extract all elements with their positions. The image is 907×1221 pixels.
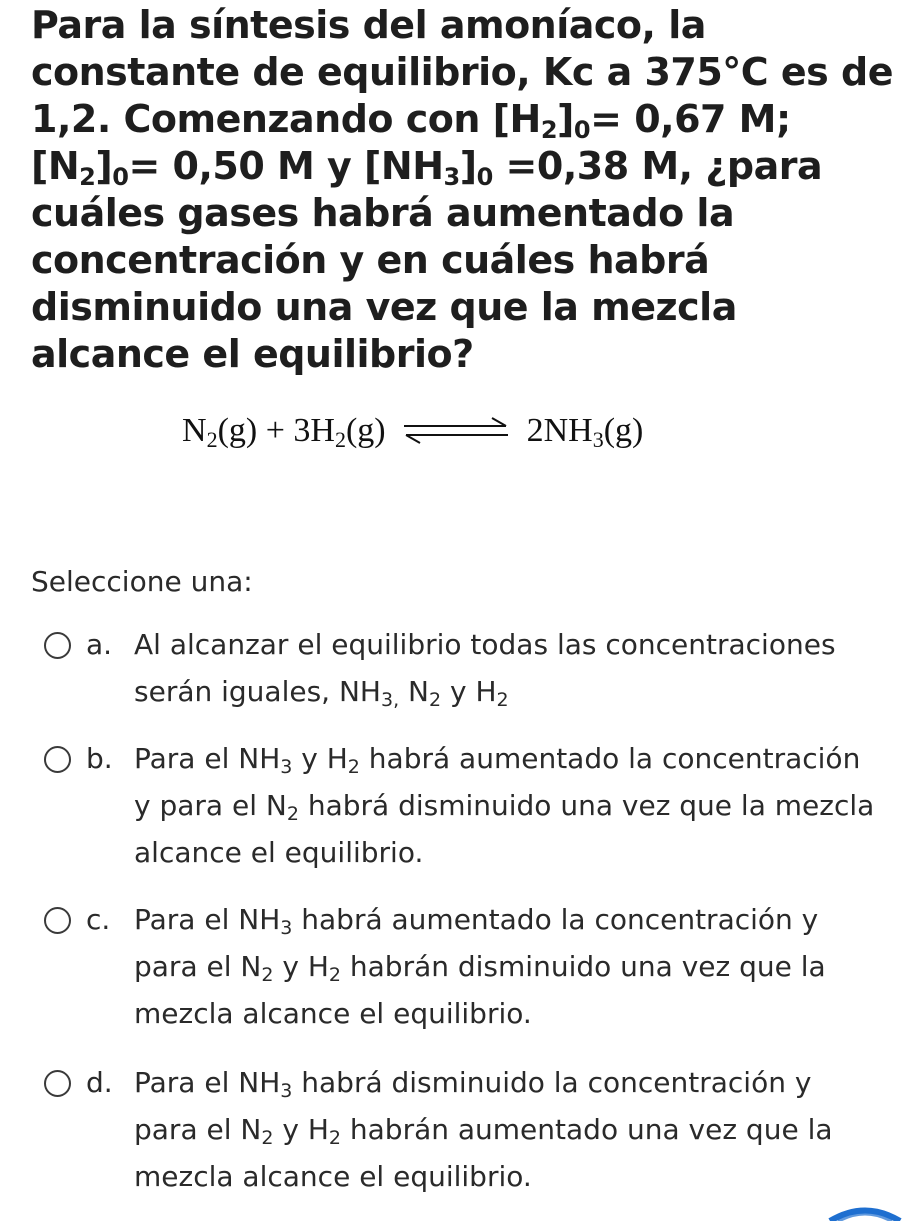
option-label: Al alcanzar el equilibrio todas las concentraciones serán iguales, $NH_{3,}$ $N_2$ y $H_2$ — [134, 628, 836, 711]
question-text — [31, 2, 891, 378]
radio-button[interactable] — [44, 907, 71, 934]
option-c[interactable] — [44, 900, 894, 1040]
floating-button-icon[interactable] — [820, 1200, 907, 1221]
question-line: Para la síntesis del amoníaco, la — [31, 3, 706, 47]
option-letter: a. — [86, 628, 113, 661]
question-line: alcance el equilibrio? — [31, 332, 474, 376]
question-line: 1,2. Comenzando con $[H_2]_0= 0,67$ M; — [31, 97, 791, 144]
option-label: Para el $NH_3$ habrá aumentado la concentración y para el $N_2$ y $H_2$ habrán disminuido una vez que la mezcla alcance el equilibrio. — [134, 903, 826, 1030]
question-line: $[N_2]_0= 0,50$ M y $[NH_3]_0 =0,38$ M, ¿para — [31, 144, 823, 191]
question-line: cuáles gases habrá aumentado la — [31, 191, 735, 235]
radio-button[interactable] — [44, 746, 71, 773]
radio-button[interactable] — [44, 1070, 71, 1097]
question-line: concentración y en cuáles habrá — [31, 238, 710, 282]
option-letter: c. — [86, 903, 111, 936]
chemical-equation: $N_2(g) + 3H_2(g)$ $2NH_3(g)$ — [182, 412, 644, 452]
equilibrium-arrow-icon — [400, 415, 512, 445]
question-line: constante de equilibrio, Kc a 375°C es de — [31, 50, 893, 94]
option-letter: d. — [86, 1066, 113, 1099]
question-line: disminuido una vez que la mezcla — [31, 285, 737, 329]
select-prompt: Seleccione una: — [31, 565, 253, 598]
option-letter: b. — [86, 742, 113, 775]
option-b[interactable] — [44, 739, 894, 879]
option-d[interactable] — [44, 1063, 894, 1203]
option-label: Para el $NH_3$ y $H_2$ habrá aumentado la concentración y para el $N_2$ habrá disminuido una vez que la mezcla alcance el equilibrio. — [134, 742, 875, 869]
option-a[interactable] — [44, 625, 894, 715]
radio-button[interactable] — [44, 632, 71, 659]
option-label: Para el $NH_3$ habrá disminuido la concentración y para el $N_2$ y $H_2$ habrán aumentado una vez que la mezcla alcance el equilibrio. — [134, 1066, 833, 1193]
